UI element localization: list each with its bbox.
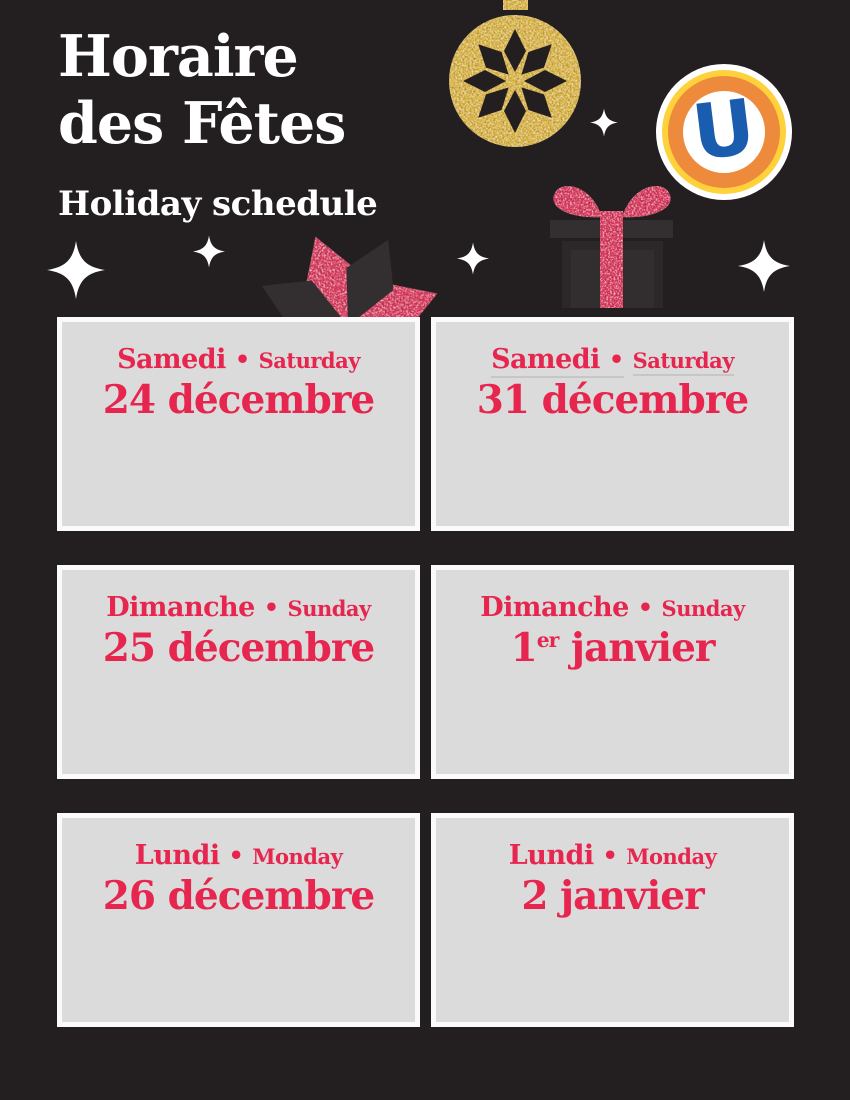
day-fr: Dimanche	[480, 592, 629, 623]
bullet-separator: •	[637, 593, 653, 622]
page-title	[58, 24, 345, 157]
day-fr: Samedi	[491, 344, 600, 375]
card-date: 26 décembre	[102, 873, 375, 919]
title-line-1: Horaire	[58, 23, 298, 90]
day-en: Sunday	[287, 596, 371, 621]
petal-star-icon	[250, 228, 446, 320]
day-fr: Lundi	[508, 840, 594, 871]
sparkle-icon	[193, 235, 225, 268]
day-fr: Lundi	[134, 840, 220, 871]
card-day-line	[436, 839, 789, 874]
day-fr: Samedi	[117, 344, 226, 375]
day-en: Monday	[252, 844, 343, 869]
logo-letter: U	[687, 81, 760, 177]
card-day-line	[436, 591, 789, 626]
day-en: Saturday	[258, 348, 360, 373]
day-en: Saturday	[633, 348, 734, 376]
bullet-separator: •	[602, 841, 618, 870]
card-day-line	[62, 591, 415, 626]
schedule-card-dec-24	[57, 317, 420, 531]
bullet-separator: •	[608, 345, 624, 374]
schedule-card-jan-2	[431, 813, 794, 1027]
schedule-card-jan-1	[431, 565, 794, 779]
day-fr: Dimanche	[106, 592, 255, 623]
gift-box-icon	[545, 175, 685, 315]
day-en: Monday	[626, 844, 717, 869]
card-day-line	[62, 839, 415, 874]
title-line-2: des Fêtes	[58, 89, 346, 157]
sparkle-icon	[457, 242, 489, 275]
card-date: 31 décembre	[476, 377, 749, 423]
sparkle-icon	[47, 240, 105, 300]
card-day-line	[436, 343, 789, 378]
card-date: 25 décembre	[102, 625, 375, 671]
day-en: Sunday	[661, 596, 745, 621]
bullet-separator: •	[263, 593, 279, 622]
schedule-card-dec-31	[431, 317, 794, 531]
schedule-card-dec-26	[57, 813, 420, 1027]
card-day-line	[62, 343, 415, 378]
schedule-card-dec-25	[57, 565, 420, 779]
card-date: 1er janvier	[510, 625, 715, 671]
page-subtitle: Holiday schedule	[58, 184, 378, 224]
sparkle-icon	[738, 239, 790, 293]
bullet-separator: •	[234, 345, 250, 374]
card-date: 24 décembre	[102, 377, 375, 423]
card-date: 2 janvier	[521, 873, 704, 919]
sparkle-icon	[590, 108, 618, 137]
bullet-separator: •	[228, 841, 244, 870]
ornament-bauble-icon	[443, 0, 588, 150]
